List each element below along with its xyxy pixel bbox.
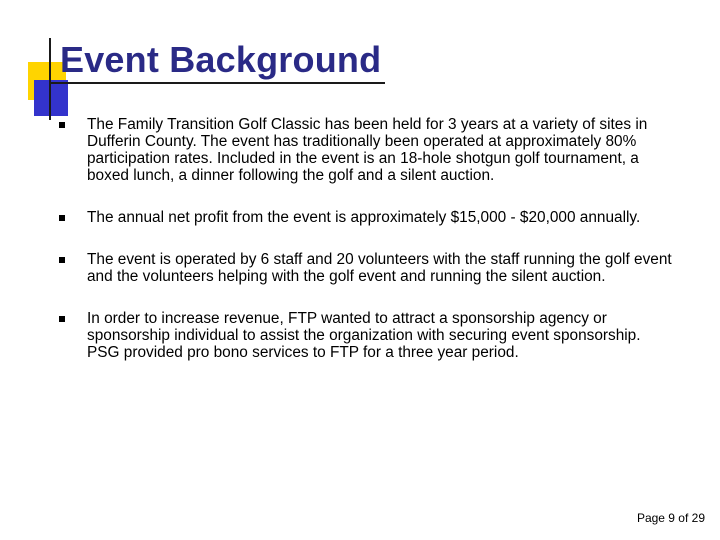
list-item xyxy=(52,116,672,184)
list-item xyxy=(52,209,672,226)
square-bullet-icon xyxy=(59,257,65,263)
bullet-text: The event is operated by 6 staff and 20 volunteers with the staff running the golf event and the volunteers helping with the golf event and running the silent auction. xyxy=(87,251,672,285)
title-accent-vertical-line xyxy=(49,38,51,120)
list-item xyxy=(52,251,672,285)
page-title: Event Background xyxy=(60,39,382,80)
bullet-text: In order to increase revenue, FTP wanted to attract a sponsorship agency or sponsorship individual to assist the organization with securing event sponsorship. PSG provided pro bono services to FTP for a three year period. xyxy=(87,310,641,361)
list-item xyxy=(52,310,672,361)
bullet-list xyxy=(52,116,672,361)
square-bullet-icon xyxy=(59,122,65,128)
square-bullet-icon xyxy=(59,215,65,221)
title-accent-blue-square xyxy=(34,80,68,116)
page-number: Page 9 of 29 xyxy=(636,511,705,525)
bullet-text: The Family Transition Golf Classic has been held for 3 years at a variety of sites in Dufferin County. The event has traditionally been operated at approximately 80% participation rates. Included in the event is an 18-hole shotgun golf tournament, a boxed lunch, a dinner following the golf and a silent auction. xyxy=(87,116,648,184)
square-bullet-icon xyxy=(59,316,65,322)
bullet-text: The annual net profit from the event is approximately $15,000 - $20,000 annually. xyxy=(87,209,641,226)
